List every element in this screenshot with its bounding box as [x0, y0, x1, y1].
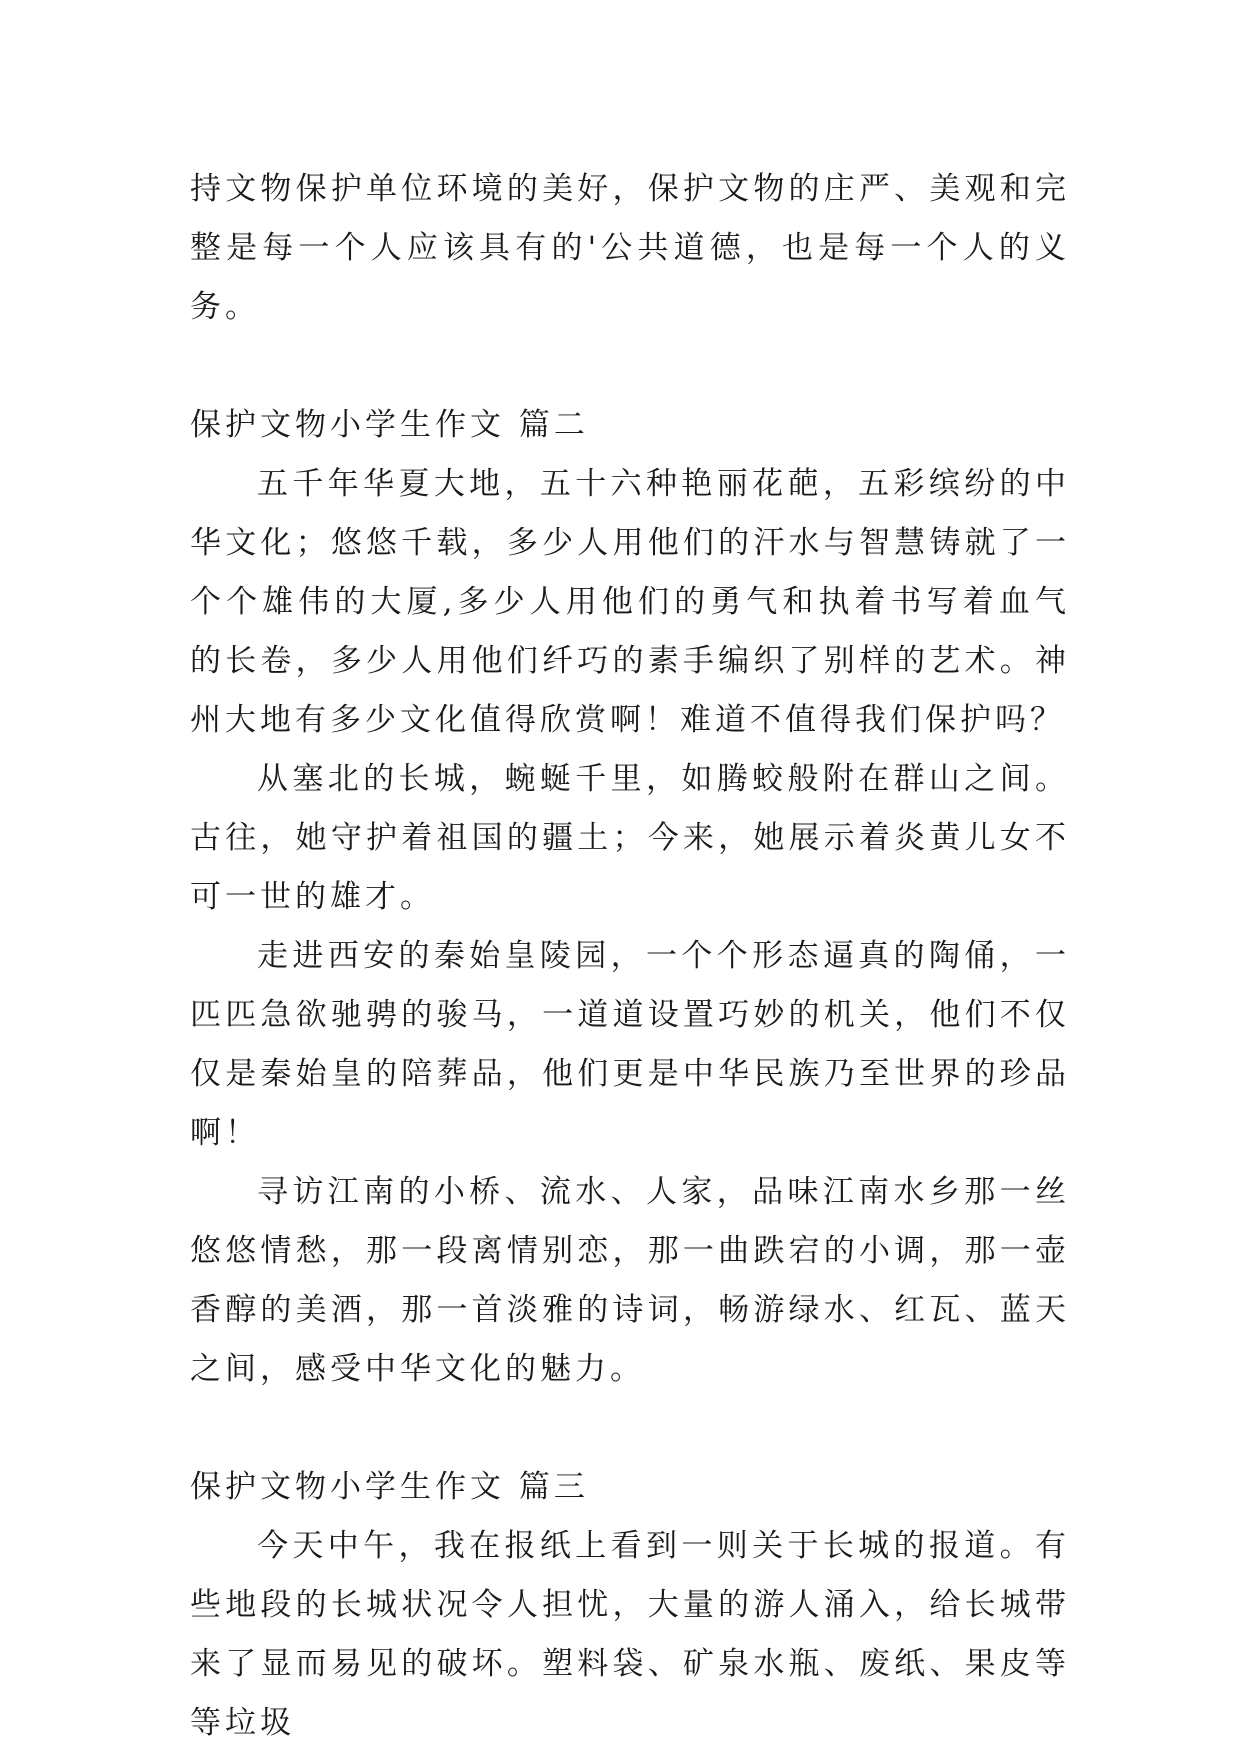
- paragraph: 走进西安的秦始皇陵园，一个个形态逼真的陶俑，一匹匹急欲驰骋的骏马，一道道设置巧妙的机关，他们不仅仅是秦始皇的陪葬品，他们更是中华民族乃至世界的珍品啊！: [190, 938, 1070, 1151]
- paragraph: 寻访江南的小桥、流水、人家，品味江南水乡那一丝悠悠情愁，那一段离情别恋，那一曲跌宕的小调，那一壶香醇的美酒，那一首淡雅的诗词，畅游绿水、红瓦、蓝天之间，感受中华文化的魅力。: [190, 1174, 1070, 1387]
- section-heading-2: 保护文物小学生作文 篇二: [190, 407, 589, 443]
- intro-paragraph: 持文物保护单位环境的美好，保护文物的庄严、美观和完整是每一个人应该具有的'公共道德，也是每一个人的义务。: [190, 171, 1070, 325]
- section-heading-3: 保护文物小学生作文 篇三: [190, 1469, 589, 1505]
- section-gap: [190, 337, 1070, 396]
- document-page: [190, 160, 1070, 1753]
- paragraph: 今天中午，我在报纸上看到一则关于长城的报道。有些地段的长城状况令人担忧，大量的游人涌入，给长城带来了显而易见的破坏。塑料袋、矿泉水瓶、废纸、果皮等等垃圾: [190, 1528, 1070, 1741]
- paragraph: 五千年华夏大地，五十六种艳丽花葩，五彩缤纷的中华文化；悠悠千载，多少人用他们的汗水与智慧铸就了一个个雄伟的大厦,多少人用他们的勇气和执着书写着血气的长卷，多少人用他们纤巧的素手编织了别样的艺术。神州大地有多少文化值得欣赏啊！难道不值得我们保护吗？: [190, 466, 1070, 738]
- paragraph: 从塞北的长城，蜿蜒千里，如腾蛟般附在群山之间。古往，她守护着祖国的疆土；今来，她展示着炎黄儿女不可一世的雄才。: [190, 761, 1070, 915]
- section-gap: [190, 1399, 1070, 1458]
